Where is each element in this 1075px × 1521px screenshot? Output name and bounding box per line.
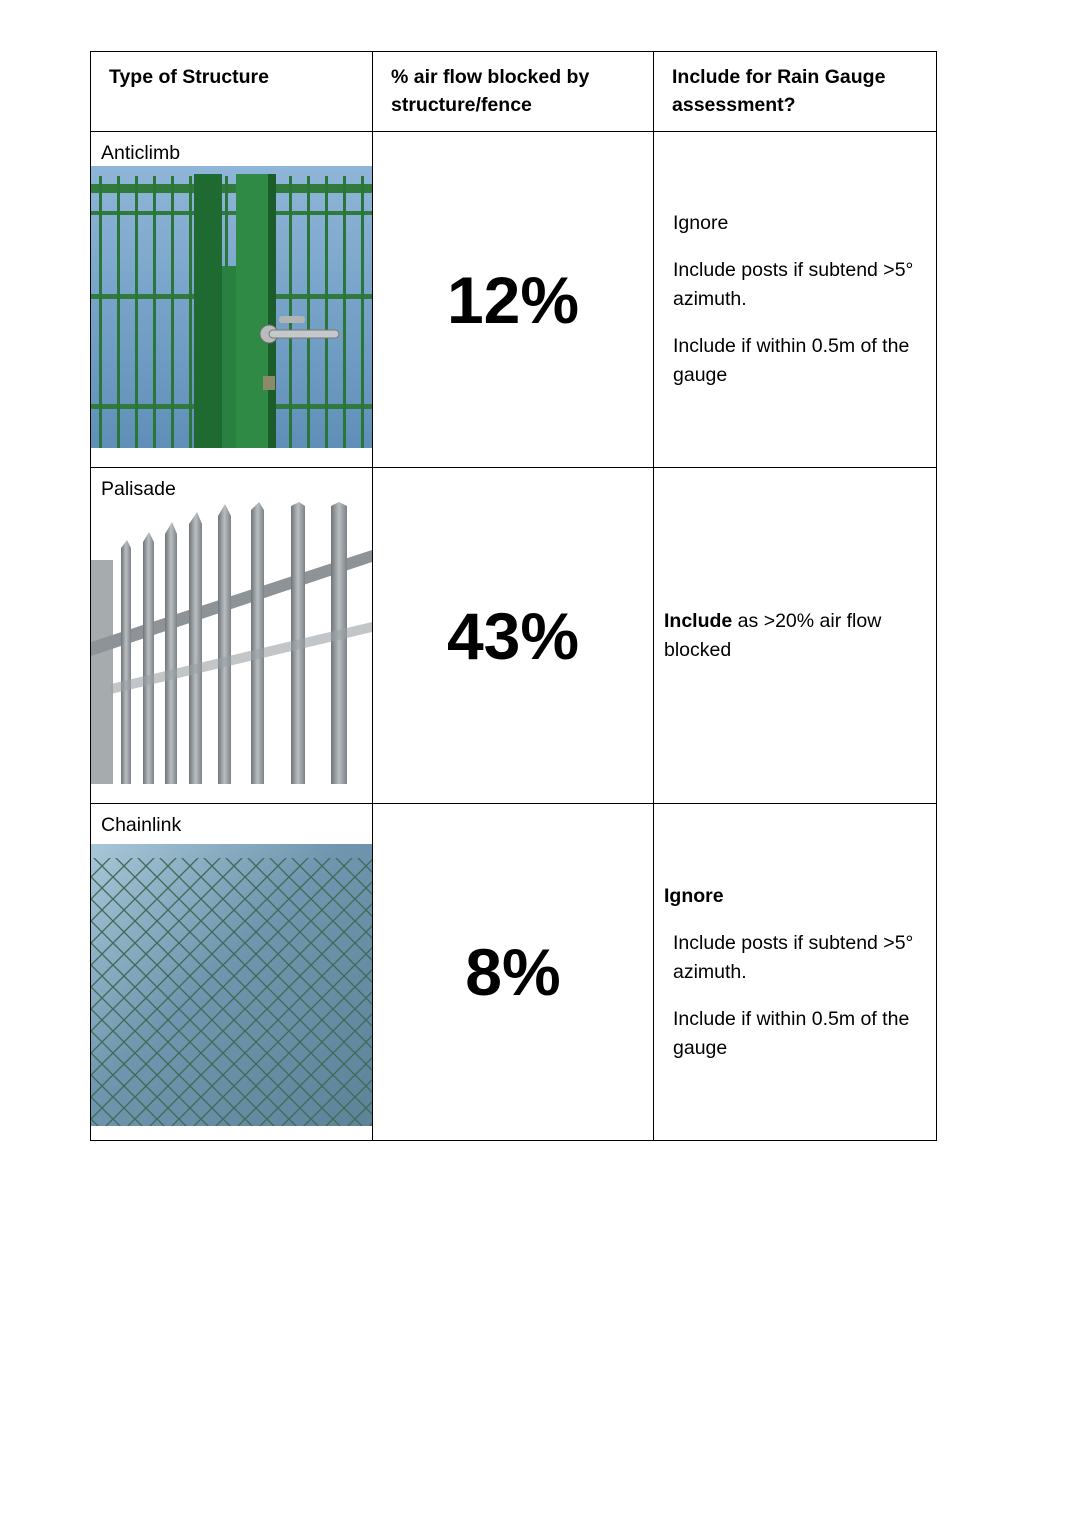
rule-cell — [654, 804, 937, 1141]
header-air-flow-blocked: % air flow blocked by structure/fence — [373, 52, 654, 132]
rule-within: Include if within 0.5m of the gauge — [673, 335, 910, 386]
rule-within: Include if within 0.5m of the gauge — [673, 1007, 910, 1059]
structure-name: Chainlink — [101, 814, 182, 836]
header-include-assessment: Include for Rain Gauge assessment? — [654, 52, 937, 132]
rule-posts: Include posts if subtend >5° azimuth. — [673, 931, 914, 983]
structure-table — [90, 51, 937, 1141]
rule-lead-bold: Include — [664, 609, 733, 632]
rule-cell — [654, 468, 937, 804]
percent-value: 12% — [446, 262, 580, 337]
table-row — [91, 804, 937, 1141]
rule-posts: Include posts if subtend >5° azimuth. — [673, 259, 914, 310]
table-row — [91, 132, 937, 468]
header-type-of-structure: Type of Structure — [91, 52, 373, 132]
structure-cell — [91, 468, 373, 804]
percent-cell — [373, 804, 654, 1141]
table-header-row — [91, 52, 937, 132]
rule-lead: Ignore — [673, 212, 729, 234]
structure-name: Anticlimb — [101, 142, 181, 164]
chainlink-fence-photo — [91, 844, 372, 1126]
palisade-fence-photo — [91, 502, 372, 784]
rule-cell — [654, 132, 937, 468]
percent-cell — [373, 132, 654, 468]
anticlimb-fence-photo — [91, 166, 372, 448]
percent-value: 43% — [446, 598, 580, 673]
rule-lead — [654, 607, 936, 665]
structure-name: Palisade — [101, 478, 176, 500]
rule-lead: Ignore — [664, 884, 724, 907]
structure-cell — [91, 804, 373, 1141]
rule-lead-rest: as >20% air flow blocked — [664, 609, 882, 661]
percent-cell — [373, 468, 654, 804]
percent-value: 8% — [465, 935, 561, 1009]
structure-cell — [91, 132, 373, 468]
table-row — [91, 468, 937, 804]
